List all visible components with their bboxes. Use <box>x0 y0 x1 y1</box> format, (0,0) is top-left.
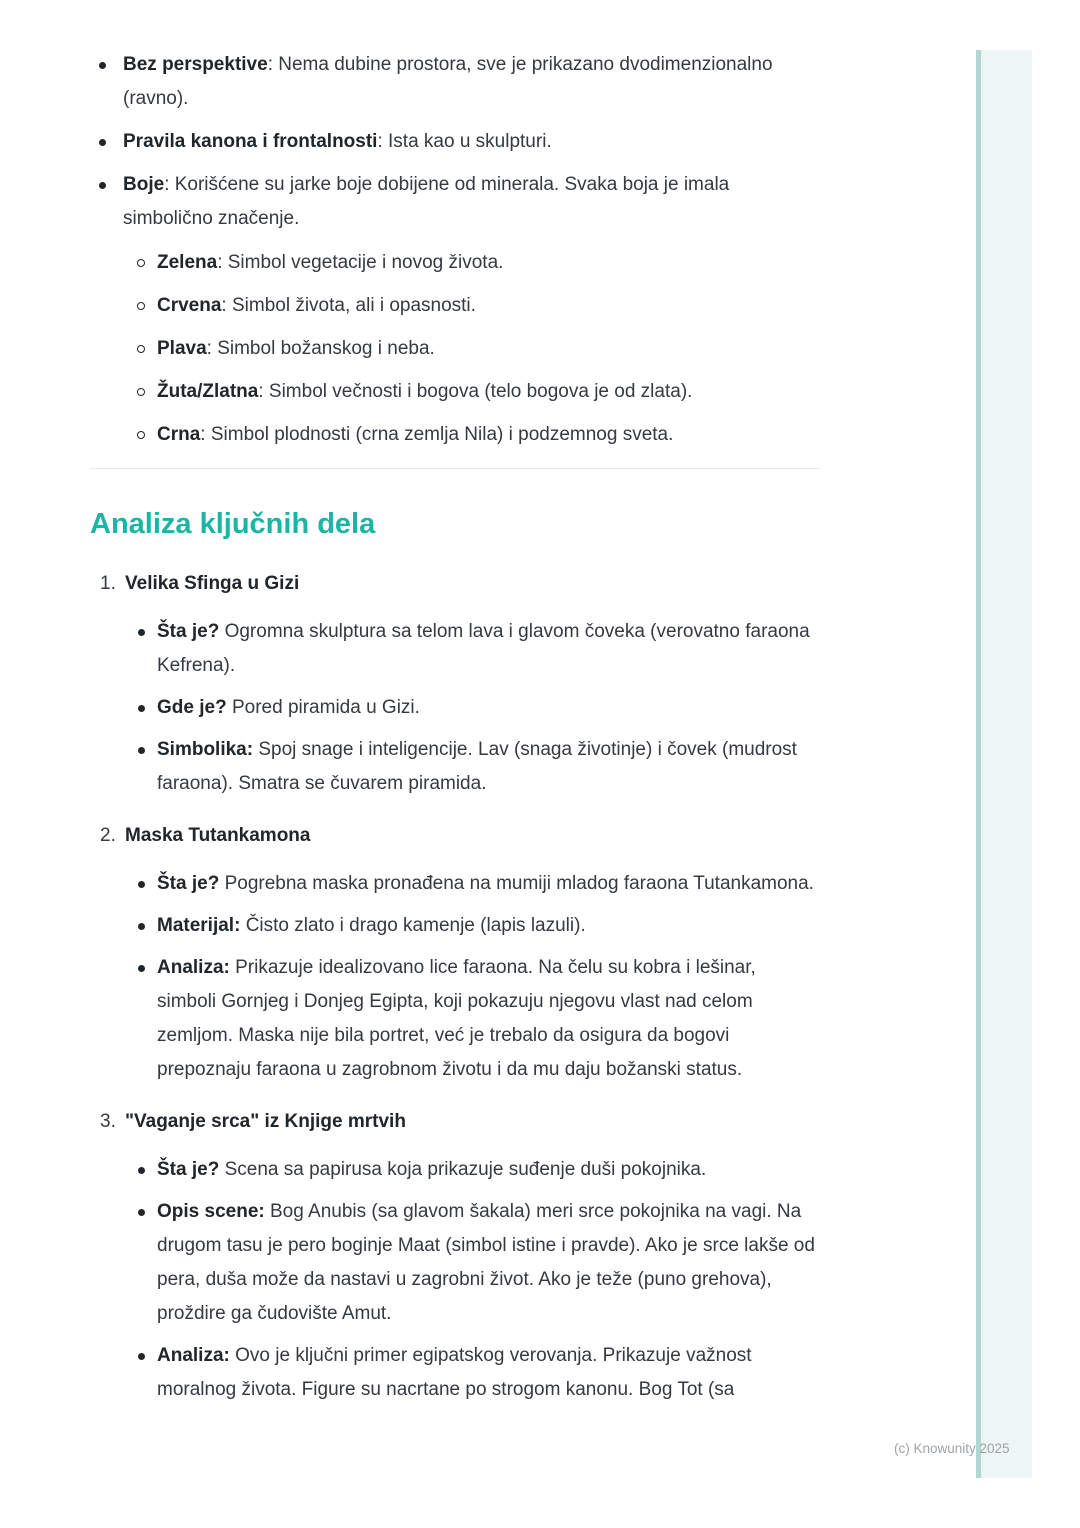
bullet-circle-icon <box>137 345 145 353</box>
list-item <box>125 615 820 683</box>
list-item <box>90 48 820 116</box>
list-item-term: Šta je? <box>157 873 220 894</box>
bullet-circle-icon <box>137 302 145 310</box>
list-item <box>125 1195 820 1331</box>
list-item <box>125 909 820 943</box>
list-item-term: Crna <box>157 424 201 445</box>
list-item <box>125 1153 820 1187</box>
work-item <box>90 819 820 1087</box>
list-item-term: Zelena <box>157 252 218 273</box>
work-number: 2. <box>100 825 116 846</box>
work-title: "Vaganje srca" iz Knjige mrtvih <box>125 1111 406 1132</box>
list-item-text: Šta je? Pogrebna maska pronađena na mumiji mladog faraona Tutankamona. <box>157 873 814 894</box>
work-detail-list <box>125 867 820 1087</box>
list-item <box>123 246 820 280</box>
list-item-term: Materijal: <box>157 915 241 936</box>
list-item-text: Gde je? Pored piramida u Gizi. <box>157 697 420 718</box>
list-item-text: Šta je? Ogromna skulptura sa telom lava i glavom čoveka (verovatno faraona Kefrena). <box>157 621 810 676</box>
list-item <box>125 951 820 1087</box>
list-item <box>90 125 820 159</box>
work-number: 3. <box>100 1111 116 1132</box>
work-detail-list <box>125 1153 820 1407</box>
list-item-text: Crna: Simbol plodnosti (crna zemlja Nila) i podzemnog sveta. <box>157 424 674 445</box>
list-item-text: Opis scene: Bog Anubis (sa glavom šakala) meri srce pokojnika na vagi. Na drugom tasu je pero boginje Maat (simbol istine i pravde). Ako je srce lakše od pera, duša može da nastavi u zagrobni život. Ako je teže (puno grehova), proždire ga čudovište Amut. <box>157 1201 815 1324</box>
list-item-term: Analiza: <box>157 1345 230 1366</box>
bullet-dot-icon <box>138 629 145 636</box>
list-item-term: Pravila kanona i frontalnosti <box>123 131 378 152</box>
bullet-dot-icon <box>99 62 106 69</box>
color-symbolism-list <box>123 246 820 452</box>
list-item-text: Boje: Korišćene su jarke boje dobijene od minerala. Svaka boja je imala simbolično značenje. <box>123 174 730 229</box>
list-item-term: Simbolika: <box>157 739 254 760</box>
list-item-text: Žuta/Zlatna: Simbol večnosti i bogova (telo bogova je od zlata). <box>157 381 693 402</box>
work-item <box>90 567 820 801</box>
list-item-text: Analiza: Ovo je ključni primer egipatskog verovanja. Prikazuje važnost moralnog života. Figure su nacrtane po strogom kanonu. Bog Tot (sa <box>157 1345 752 1400</box>
bullet-circle-icon <box>137 431 145 439</box>
list-item-term: Šta je? <box>157 621 220 642</box>
work-detail-list <box>125 615 820 801</box>
list-item-text: Zelena: Simbol vegetacije i novog života. <box>157 252 504 273</box>
list-item-text: Bez perspektive: Nema dubine prostora, sve je prikazano dvodimenzionalno (ravno). <box>123 54 773 109</box>
work-number: 1. <box>100 573 116 594</box>
list-item-text: Pravila kanona i frontalnosti: Ista kao u skulpturi. <box>123 131 552 152</box>
list-item <box>123 375 820 409</box>
bullet-dot-icon <box>99 139 106 146</box>
list-item <box>125 1339 820 1407</box>
list-item-term: Analiza: <box>157 957 230 978</box>
works-list <box>90 567 820 1407</box>
list-item <box>125 691 820 725</box>
decorative-side-bar <box>976 50 1032 1478</box>
list-item <box>123 332 820 366</box>
list-item <box>125 867 820 901</box>
list-item-text: Šta je? Scena sa papirusa koja prikazuje suđenje duši pokojnika. <box>157 1159 707 1180</box>
list-item <box>90 168 820 452</box>
list-item-term: Žuta/Zlatna <box>157 381 259 402</box>
list-item <box>123 418 820 452</box>
list-item <box>123 289 820 323</box>
list-item-text: Materijal: Čisto zlato i drago kamenje (lapis lazuli). <box>157 915 586 936</box>
content-column <box>90 0 820 1425</box>
work-item <box>90 1105 820 1407</box>
work-title: Velika Sfinga u Gizi <box>125 573 300 594</box>
list-item-text: Simbolika: Spoj snage i inteligencije. Lav (snaga životinje) i čovek (mudrost faraona). Smatra se čuvarem piramida. <box>157 739 797 794</box>
list-item-text: Plava: Simbol božanskog i neba. <box>157 338 435 359</box>
bullet-dot-icon <box>138 1167 145 1174</box>
bullet-dot-icon <box>138 705 145 712</box>
bullet-dot-icon <box>138 923 145 930</box>
list-item-term: Opis scene: <box>157 1201 265 1222</box>
intro-bullet-list <box>90 48 820 452</box>
list-item-term: Crvena <box>157 295 222 316</box>
work-title: Maska Tutankamona <box>125 825 311 846</box>
bullet-dot-icon <box>138 1209 145 1216</box>
list-item-text: Analiza: Prikazuje idealizovano lice faraona. Na čelu su kobra i lešinar, simboli Gornjeg i Donjeg Egipta, koji pokazuju njegovu vlast nad celom zemljom. Maska nije bila portret, već je trebalo da osigura da bogovi prepoznaju faraona u zagrobnom životu i da mu daju božanski status. <box>157 957 756 1080</box>
bullet-dot-icon <box>138 747 145 754</box>
list-item <box>125 733 820 801</box>
bullet-dot-icon <box>99 182 106 189</box>
bullet-circle-icon <box>137 259 145 267</box>
list-item-text: Crvena: Simbol života, ali i opasnosti. <box>157 295 476 316</box>
list-item-term: Boje <box>123 174 165 195</box>
list-item-term: Gde je? <box>157 697 227 718</box>
section-divider <box>90 468 820 469</box>
bullet-dot-icon <box>138 881 145 888</box>
bullet-dot-icon <box>138 1353 145 1360</box>
bullet-circle-icon <box>137 388 145 396</box>
list-item-term: Bez perspektive <box>123 54 268 75</box>
list-item-term: Plava <box>157 338 207 359</box>
copyright-watermark: (c) Knowunity 2025 <box>894 1441 1010 1456</box>
section-title: Analiza ključnih dela <box>90 508 376 540</box>
bullet-dot-icon <box>138 965 145 972</box>
list-item-term: Šta je? <box>157 1159 220 1180</box>
